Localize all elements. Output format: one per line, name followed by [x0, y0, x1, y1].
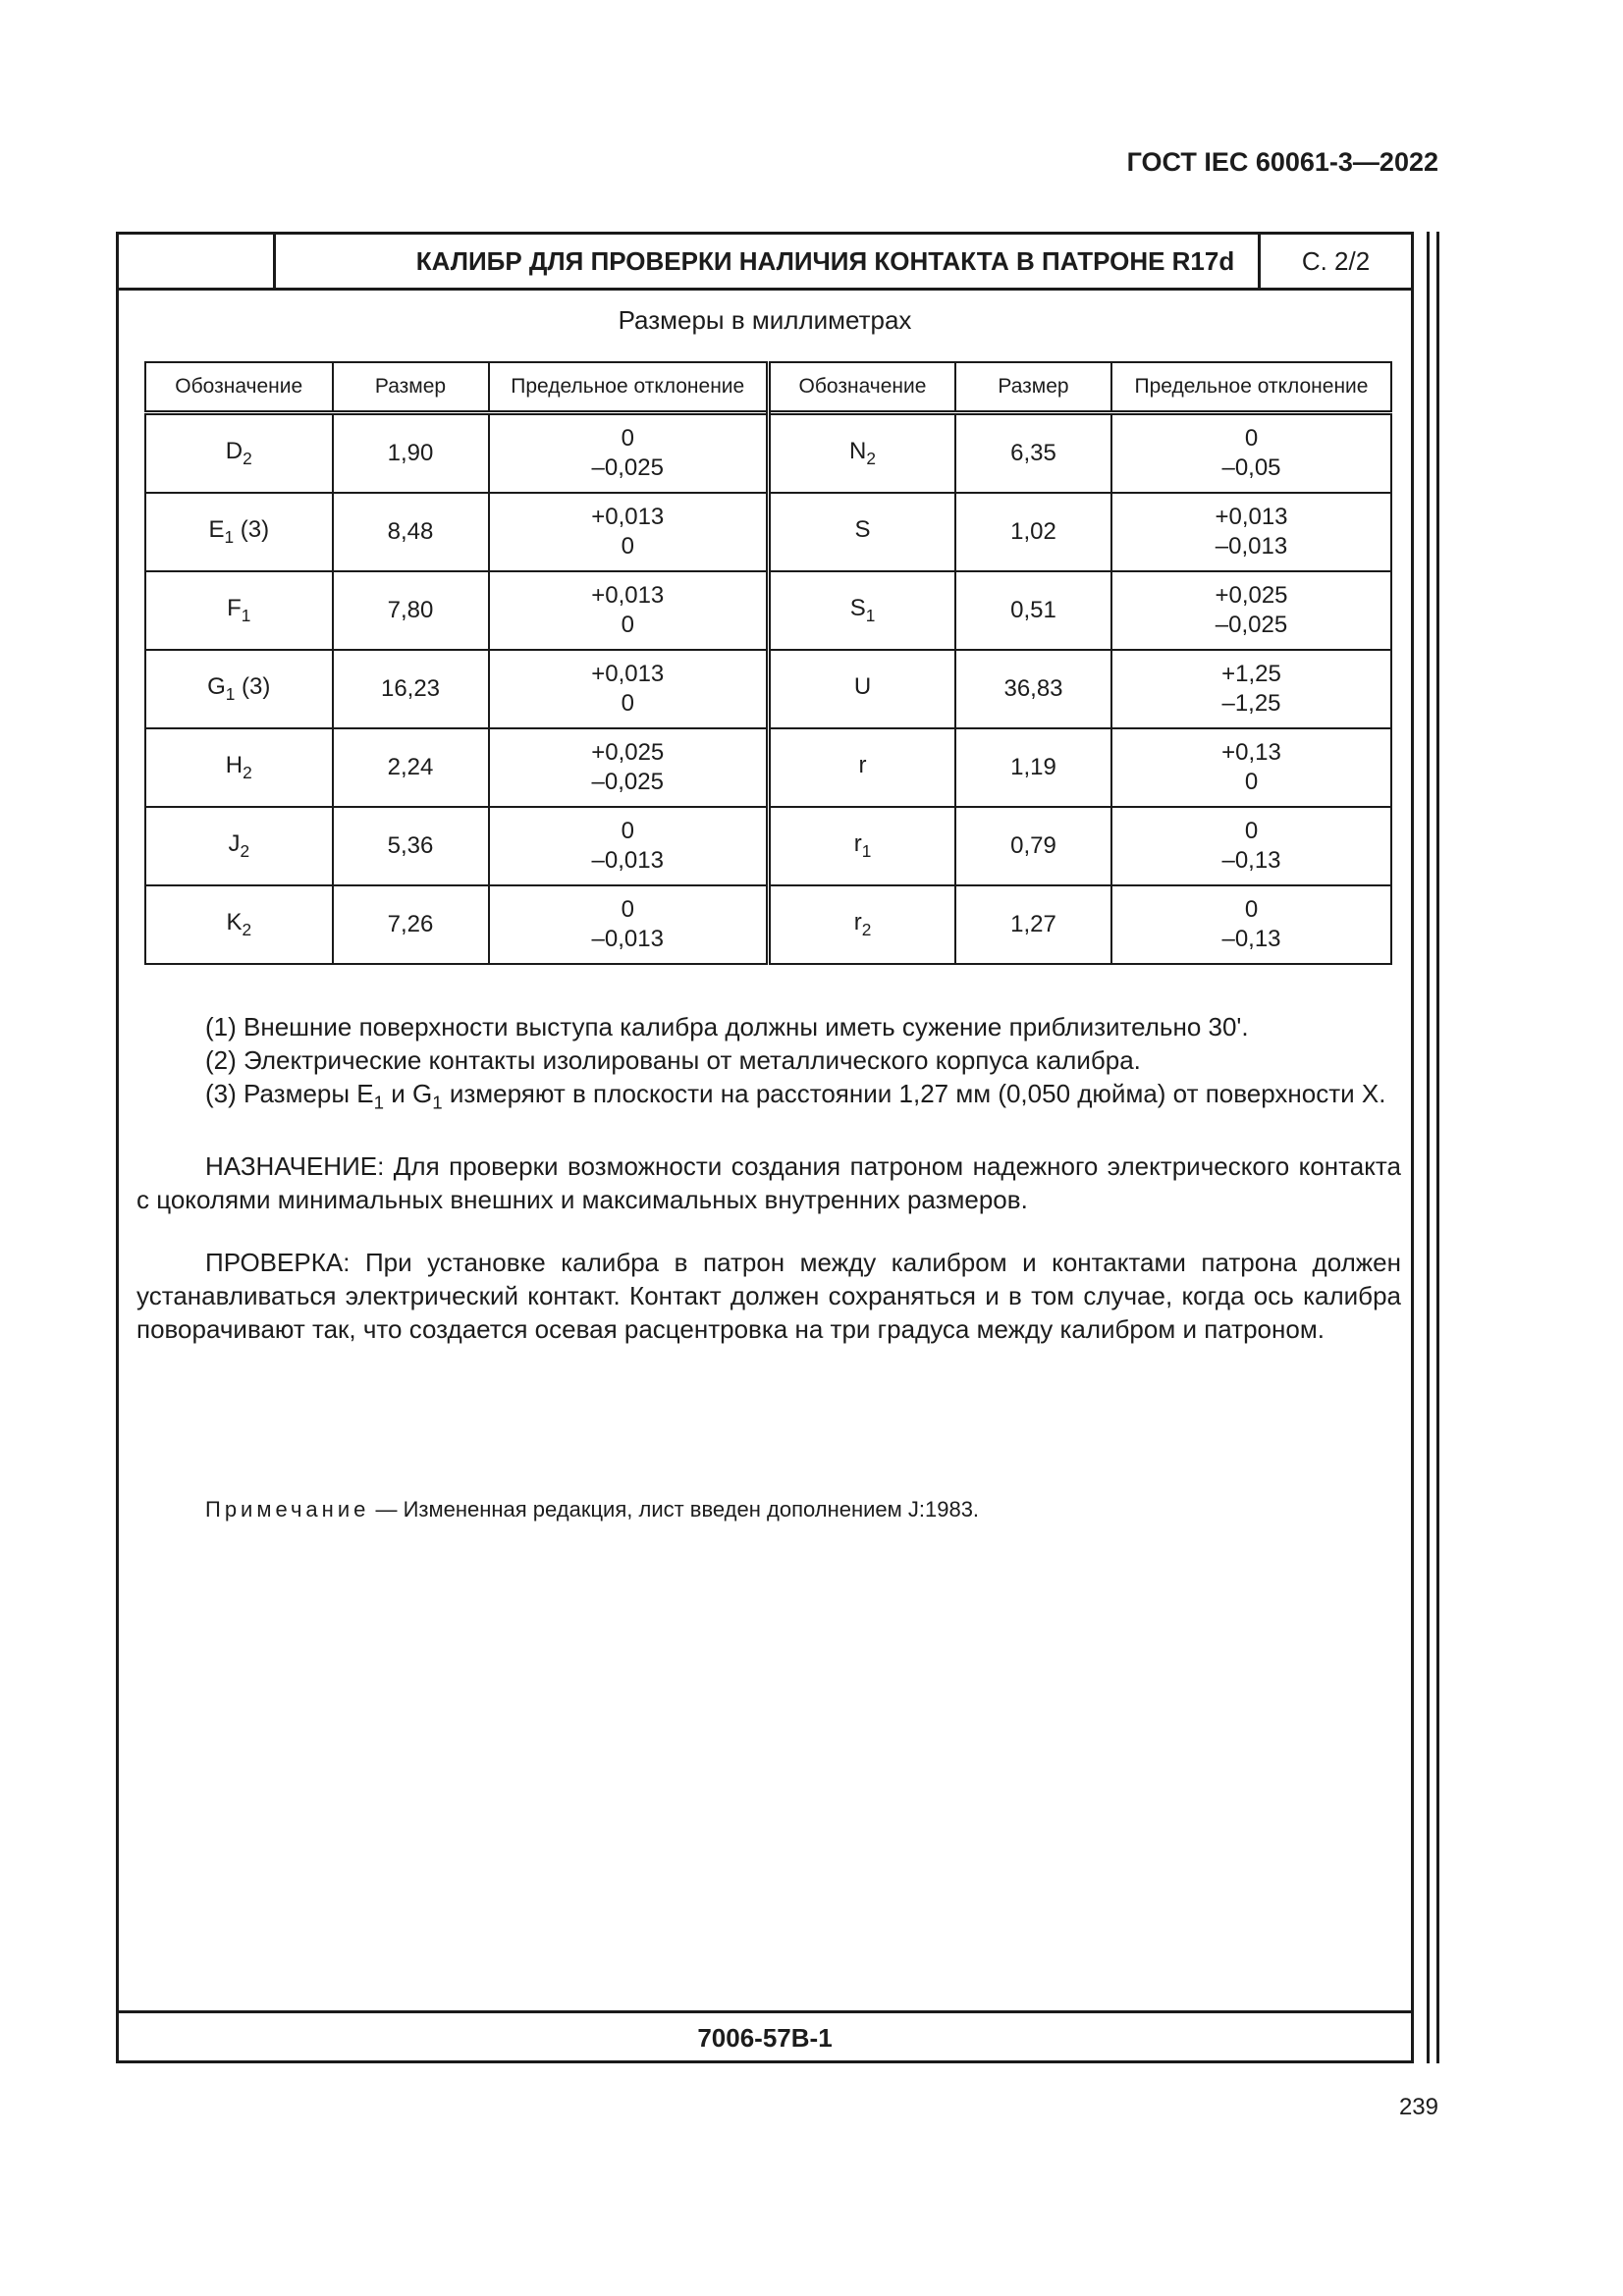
tolerance-cell: 0 –0,13	[1111, 807, 1391, 885]
check-paragraph: ПРОВЕРКА: При установке калибра в патрон между калибром и контактами патрона должен устанавливаться электрический контакт. Контакт должен сохраняться и в том случае, когда ось калибра поворачивают так, что создается осевая расцентровка на три градуса между калибром и патроном.	[136, 1247, 1401, 1344]
notes-block	[136, 1010, 1401, 1346]
designation-cell: $G_1$ (3)	[145, 650, 333, 728]
tolerance-cell: +0,013 0	[489, 571, 769, 650]
table-row	[145, 493, 1391, 571]
size-cell: 16,23	[333, 650, 489, 728]
column-header: Размер	[955, 362, 1111, 413]
designation-cell: $r_1$	[769, 807, 956, 885]
frame-edge-line	[1436, 232, 1439, 2063]
tolerance-cell: +0,013 0	[489, 650, 769, 728]
column-header: Обозначение	[145, 362, 333, 413]
remark-note	[205, 1497, 979, 1522]
tolerance-cell: +0,013 0	[489, 493, 769, 571]
designation-cell: $H_2$	[145, 728, 333, 807]
tolerance-cell: +0,013 –0,013	[1111, 493, 1391, 571]
page-number: 239	[1398, 2094, 1438, 2120]
designation-cell: $J_2$	[145, 807, 333, 885]
table-row	[145, 413, 1391, 494]
size-cell: 0,79	[955, 807, 1111, 885]
header-blank-cell	[119, 235, 276, 288]
sheet-page-ref: С. 2/2	[1258, 235, 1411, 288]
designation-cell: $K_2$	[145, 885, 333, 964]
note-3: (3) Размеры $E_1$ и $G_1$ измеряют в плоскости на расстоянии 1,27 мм (0,050 дюйма) от поверхности X.	[205, 1079, 1386, 1113]
designation-cell: $F_1$	[145, 571, 333, 650]
size-cell: 5,36	[333, 807, 489, 885]
units-caption: Размеры в миллиметрах	[618, 305, 912, 335]
sheet-frame	[116, 232, 1414, 2063]
column-header: Обозначение	[769, 362, 956, 413]
tolerance-cell: 0 –0,05	[1111, 413, 1391, 494]
size-cell: 7,80	[333, 571, 489, 650]
tolerance-cell: +1,25 –1,25	[1111, 650, 1391, 728]
size-cell: 36,83	[955, 650, 1111, 728]
dimensions-table	[144, 361, 1392, 965]
sheet-title: КАЛИБР ДЛЯ ПРОВЕРКИ НАЛИЧИЯ КОНТАКТА В ПАТРОНЕ R17d	[415, 246, 1235, 276]
tolerance-cell: +0,025 –0,025	[489, 728, 769, 807]
table-row	[145, 571, 1391, 650]
table-row	[145, 885, 1391, 964]
frame-edge-line	[1427, 232, 1430, 2063]
size-cell: 2,24	[333, 728, 489, 807]
column-header: Предельное отклонение	[489, 362, 769, 413]
size-cell: 0,51	[955, 571, 1111, 650]
table-header-row	[145, 362, 1391, 413]
size-cell: 7,26	[333, 885, 489, 964]
designation-cell: U	[769, 650, 956, 728]
tolerance-cell: +0,13 0	[1111, 728, 1391, 807]
size-cell: 8,48	[333, 493, 489, 571]
size-cell: 1,19	[955, 728, 1111, 807]
size-cell: 6,35	[955, 413, 1111, 494]
size-cell: 1,27	[955, 885, 1111, 964]
remark-label: Примечание	[205, 1497, 370, 1522]
table-row	[145, 728, 1391, 807]
designation-cell: $E_1$ (3)	[145, 493, 333, 571]
designation-cell: $r_2$	[769, 885, 956, 964]
tolerance-cell: 0 –0,013	[489, 885, 769, 964]
purpose-paragraph: НАЗНАЧЕНИЕ: Для проверки возможности создания патроном надежного электрического контакта с цоколями минимальных внешних и максимальных внутренних размеров.	[136, 1150, 1401, 1214]
size-cell: 1,02	[955, 493, 1111, 571]
designation-cell: $N_2$	[769, 413, 956, 494]
note-1: (1) Внешние поверхности выступа калибра должны иметь сужение приблизительно 30'.	[205, 1012, 1249, 1041]
designation-cell: r	[769, 728, 956, 807]
column-header: Предельное отклонение	[1111, 362, 1391, 413]
tolerance-cell: 0 –0,025	[489, 413, 769, 494]
sheet-header	[119, 235, 1411, 291]
designation-cell: $S_1$	[769, 571, 956, 650]
sheet-code: 7006-57B-1	[119, 2010, 1411, 2063]
tolerance-cell: 0 –0,013	[489, 807, 769, 885]
size-cell: 1,90	[333, 413, 489, 494]
document-code: ГОСТ IEC 60061-3—2022	[1126, 147, 1438, 177]
tolerance-cell: +0,025 –0,025	[1111, 571, 1391, 650]
column-header: Размер	[333, 362, 489, 413]
designation-cell: S	[769, 493, 956, 571]
note-2: (2) Электрические контакты изолированы от металлического корпуса калибра.	[205, 1045, 1141, 1075]
table-row	[145, 650, 1391, 728]
designation-cell: $D_2$	[145, 413, 333, 494]
tolerance-cell: 0 –0,13	[1111, 885, 1391, 964]
table-row	[145, 807, 1391, 885]
remark-text: — Измененная редакция, лист введен дополнением J:1983.	[369, 1497, 980, 1522]
